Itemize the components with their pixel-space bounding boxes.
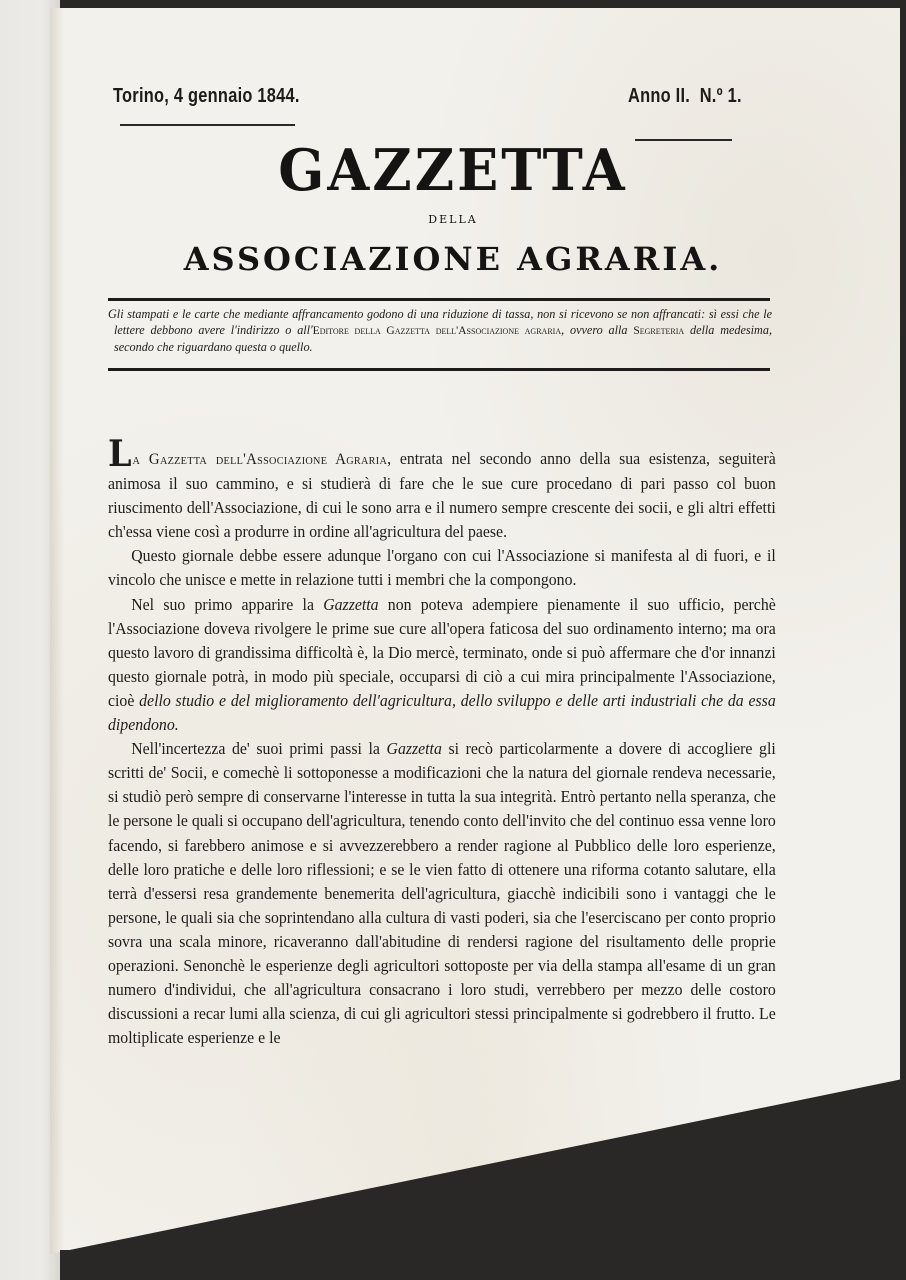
publication-date: Torino, 4 gennaio 1844. [113,85,300,107]
notice-text: della medesima, secondo che riguardano questa o quello. [114,323,772,354]
paragraph-text: non poteva adempiere pienamente il suo ufficio, perchè l'Associazione doveva rivolgere le prime sue cure all'opera faticosa del suo ordinamento interno; ma ora questo lavoro di grandissima difficoltà è, la Dio mercè, terminato, onde si può affermare che d'or innanzi questo giornale potrà, in modo più speciale, occuparsi di ciò a cui mira principalmente l'Associazione, cioè [108,594,776,710]
paragraph [108,433,776,544]
gazette-name: a Gazzetta dell'Associazione Agraria [132,451,388,468]
masthead-title: GAZZETTA [278,136,628,204]
italic-text: dello studio e del miglioramento dell'agricultura, dello sviluppo e delle arti industriali che da essa dipendono. [108,690,776,735]
drop-cap: L [108,433,132,475]
paragraph: Questo giornale debbe essere adunque l'organo con cui l'Associazione si manifesta al di fuori, e il vincolo che unisce e mette in relazione tutti i membri che la compongono. [108,546,776,590]
article-body [108,433,776,1050]
italic-text: Gazzetta [323,594,379,614]
notice-editor: Editore della Gazzetta dell'Associazione agraria [312,325,562,337]
paragraph-text: si recò particolarmente a dovere di accogliere gli scritti de' Socii, e comechè li sottoponesse a modificazioni che la natura del giornale rendeva necessarie, si studiò però sempre di conservarne l'interesse in tutta la sua integrità. Entrò pertanto nella speranza, che le persone le quali si occupano dell'agricultura, tenendo conto dell'invito che del continuo essa venne loro facendo, si farebbero animose e si avvezzerebbero a render ragione al Pubblico delle loro esperienze, delle loro pratiche e delle loro riflessioni; e se le vien fatto di ottenere una riforma cotanto salutare, ella terrà d'essersi resa grandemente benemerita dell'agricultura, giacchè indicibili sono i vantaggi che le persone, le quali sia che soprintendano alla cultura di vasti poderi, sia che l'eserciscano per conto proprio sovra una scala minore, ricaveranno dall'abitudine di rendersi ragione del risultamento delle proprie operazioni. Senonchè le esperienze degli agricultori sottoposte per via della stampa all'esame di un gran numero d'individui, che all'agricultura consacrano i loro studi, verrebbero per mezzo delle costoro discussioni a recar lumi alla scienza, di cui gli agricultori stessi principalmente si godrebbero il frutto. Le moltiplicate esperienze e le [108,739,776,1048]
paragraph-text: Nell'incertezza de' suoi primi passi la [131,739,387,759]
masthead-subtitle: ASSOCIAZIONE AGRARIA. [183,240,723,278]
date-underline [120,124,295,126]
paragraph-text: , entrata nel secondo anno della sua esistenza, seguiterà animosa il suo cammino, e si studierà di fare che le sue cure procedano di pari passo col buon riuscimento dell'Associazione, di cui le sono arra e il numero sempre crescente dei socii, e gli altri effetti ch'essa viene così a produrre in ordine all'agricultura del paese. [108,449,776,542]
notice-text: Gli stampati e le carte che mediante affrancamento godono di una riduzione di tassa, non si ricevono se non affrancati: sì essi che le lettere debbono avere l'indirizzo o all' [108,307,772,337]
paragraph [108,737,776,1050]
italic-text: Gazzetta [386,739,442,759]
notice-text: , ovvero alla [561,323,634,337]
notice-top-rule [108,298,770,301]
notice-secretary: Segreteria [633,325,685,337]
notice-bottom-rule [108,368,770,371]
masthead-connector: DELLA [428,213,478,226]
paragraph [108,593,776,738]
paragraph-text: Nel suo primo apparire la [131,594,324,614]
issue-number: Anno II. N.º 1. [628,85,742,107]
background-surface [60,1250,906,1280]
postal-notice [108,306,772,355]
